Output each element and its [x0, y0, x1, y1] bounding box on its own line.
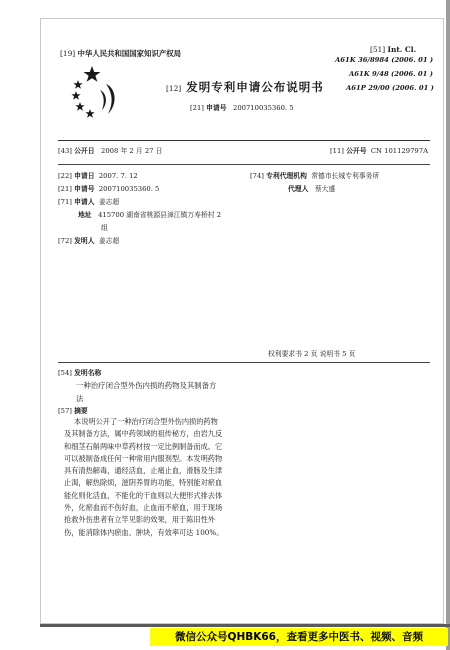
filing-date-field: [22] 申请日 2007. 7. 12	[58, 172, 138, 180]
abstract-divider	[58, 362, 430, 363]
inventor-field: [72] 发明人 姜志超	[58, 237, 120, 245]
agent-field: 代理人 蔡大盛	[288, 185, 336, 193]
doc-type-code: [12]	[166, 84, 182, 93]
abstract-line: 具有清热解毒，通经活血，止痛止血，滑肠及生津	[64, 466, 223, 476]
invention-title-label: [54] 发明名称	[58, 369, 102, 377]
scrollbar[interactable]	[446, 0, 450, 650]
app-no-code: [21]	[190, 104, 204, 112]
app-no-value: 200710035360. 5	[233, 104, 294, 112]
classification-line-1: A61K 36/8984 (2006. 01 )	[335, 56, 434, 64]
header-application-number	[190, 102, 294, 112]
invention-title-line-2: 法	[76, 394, 84, 403]
classification-label: Int. Cl.	[387, 45, 417, 54]
abstract-line: 及其制备方法，属中药领域的祖传秘方，由岩九反	[64, 429, 223, 439]
office-name: 中华人民共和国国家知识产权局	[77, 49, 182, 58]
abstract-line: 能化则化活血，不能化的干血则以大便形式排去体	[64, 490, 223, 500]
office-code: [19]	[60, 49, 76, 58]
document-title-line	[166, 76, 324, 95]
document-title: 发明专利申请公布说明书	[186, 80, 324, 94]
classification-line-2: A61K 9/48 (2006. 01 )	[349, 70, 433, 78]
abstract-label: [57] 摘要	[58, 407, 88, 415]
classification-label-line	[370, 45, 416, 54]
abstract-line: 和细茎石斛两味中草药材按一定比例制备而成。它	[64, 441, 223, 451]
abstract-line: 止渴，解热除烦，滋阴养胃的功能，特别能对瘀血	[64, 478, 223, 488]
application-number-field: [21] 申请号 200710035360. 5	[58, 185, 160, 193]
abstract-line: 外，化瘀血而不伤好血，止血而不瘀血，用于现场	[64, 503, 223, 513]
app-no-label: 申请号	[206, 104, 227, 112]
abstract-line: 抢救外伤患者有立竿见影的效果，用于陈旧性外	[64, 515, 215, 525]
abstract-line: 伤，能消除体内瘀血、肿块，有效率可达 100%。	[64, 527, 224, 537]
abstract-line: 可以被制备成任何一种常用内服剂型。本发明药物	[64, 453, 223, 463]
publication-number: [11] 公开号 CN 101129797A	[330, 147, 428, 155]
classification-code: [51]	[370, 45, 386, 54]
applicant-field: [71] 申请人 姜志超	[58, 198, 120, 206]
claims-page-count: 权利要求书 2 页 说明书 5 页	[268, 350, 356, 358]
footer-banner: 微信公众号QHBK66，查看更多中医书、视频、音频	[150, 628, 448, 646]
abstract-body	[64, 416, 254, 539]
agency-field: [74] 专利代理机构 常德市长城专利事务所	[250, 172, 380, 180]
classification-line-3: A61P 29/00 (2006. 01 )	[346, 84, 434, 92]
address-continued: 组	[101, 224, 108, 232]
biblio-top-divider	[58, 164, 430, 165]
publication-date: [43] 公开日 2008 年 2 月 27 日	[58, 147, 163, 155]
header-divider	[58, 140, 430, 141]
sipo-emblem-icon	[70, 64, 122, 120]
office-line	[60, 48, 181, 59]
abstract-line: 本说明公开了一种治疗闭合型外伤内损的药物	[74, 417, 218, 426]
invention-title-line-1: 一种治疗闭合型外伤内损的药物及其制备方	[76, 381, 217, 390]
address-field: 地址 415700 湖南省桃源县漳江镇万寿桥村 2	[78, 211, 222, 219]
page-bottom-rule	[40, 624, 450, 627]
